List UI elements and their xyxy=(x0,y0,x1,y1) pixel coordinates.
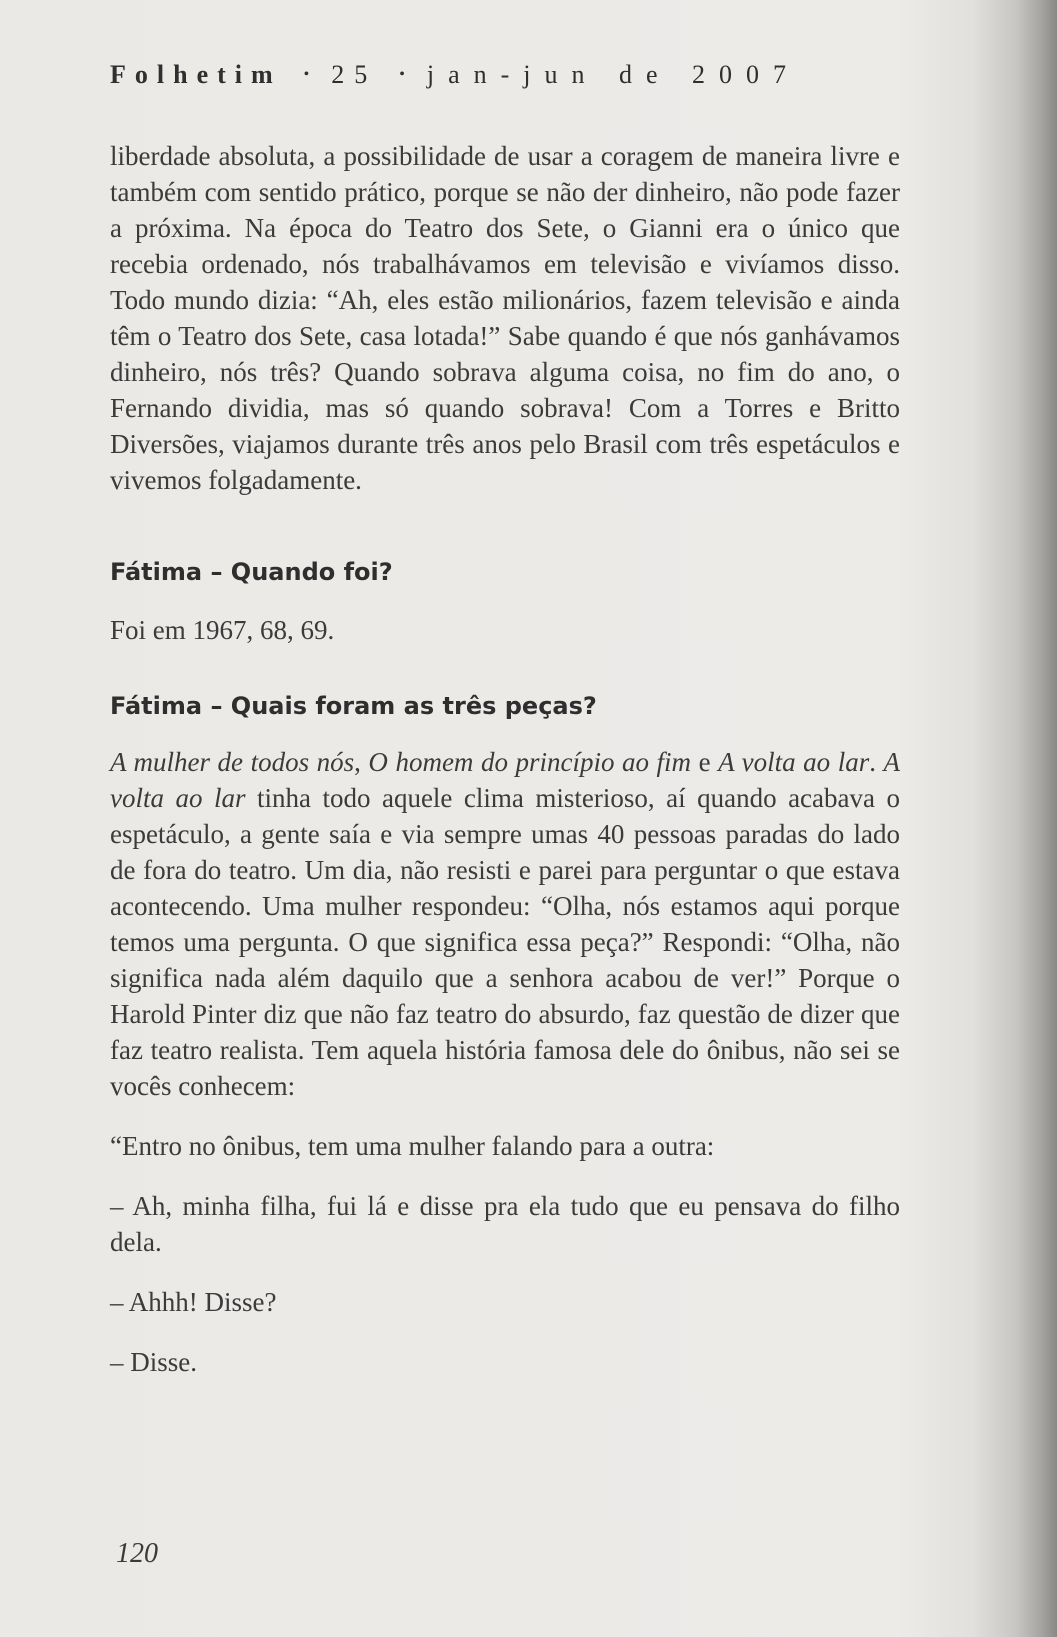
play-title: O homem do princípio ao fim xyxy=(368,747,692,777)
header-separator: • xyxy=(399,66,405,83)
text-fragment: , xyxy=(354,747,369,777)
running-header xyxy=(110,60,900,100)
page-fold-shadow xyxy=(1017,0,1057,1637)
play-title: A mulher de todos nós xyxy=(110,747,355,777)
issue-number: 25 xyxy=(331,60,378,89)
page-content xyxy=(110,138,900,1380)
issue-date: jan-jun de 2007 xyxy=(426,60,801,89)
text-fragment: . xyxy=(869,747,884,777)
interview-question: Fátima – Quais foram as três peças? xyxy=(110,692,597,720)
text-fragment: tinha todo aquele clima misterioso, aí quando acabava o espetáculo, a gente saía e via sempre umas 40 pessoas paradas do lado de fora do teatro. Um dia, não resisti e parei para perguntar o que estava acontecendo. Uma mulher respondeu: “Olha, nós estamos aqui porque temos uma pergunta. O que significa essa peça?” Respondi: “Olha, não significa nada além daquilo que a senhora acabou de ver!” Porque o Harold Pinter diz que não faz teatro do absurdo, faz questão de dizer que faz teatro realista. Tem aquela história famosa dele do ônibus, não sei se vocês conhecem: xyxy=(110,783,900,1101)
dialogue-line: – Ah, minha filha, fui lá e disse pra ela tudo que eu pensava do filho dela. xyxy=(110,1191,900,1257)
dialogue-line: – Ahhh! Disse? xyxy=(110,1287,277,1317)
interview-answer xyxy=(110,744,900,1104)
text-fragment: e xyxy=(691,747,719,777)
page-number: 120 xyxy=(116,1538,158,1569)
dialogue-line: – Disse. xyxy=(110,1347,197,1377)
journal-title: Folhetim xyxy=(110,60,282,89)
play-title: A volta ao lar xyxy=(110,747,901,813)
interview-answer: Foi em 1967, 68, 69. xyxy=(110,615,335,645)
play-title: A volta ao lar xyxy=(718,747,870,777)
story-intro: “Entro no ônibus, tem uma mulher falando para a outra: xyxy=(110,1131,715,1161)
body-paragraph: liberdade absoluta, a possibilidade de usar a coragem de maneira livre e também com sentido prático, porque se não der dinheiro, não pode fazer a próxima. Na época do Teatro dos Sete, o Gianni era o único que recebia ordenado, nós trabalhávamos em televisão e vivíamos disso. Todo mundo dizia: “Ah, eles estão milionários, fazem televisão e ainda têm o Teatro dos Sete, casa lotada!” Sabe quando é que nós ganhávamos dinheiro, nós três? Quando sobrava alguma coisa, no fim do ano, o Fernando dividia, mas só quando sobrava! Com a Torres e Britto Diversões, viajamos durante três anos pelo Brasil com três espetáculos e vivemos folgadamente. xyxy=(110,141,900,495)
interview-question: Fátima – Quando foi? xyxy=(110,558,393,586)
header-separator: • xyxy=(303,66,310,83)
